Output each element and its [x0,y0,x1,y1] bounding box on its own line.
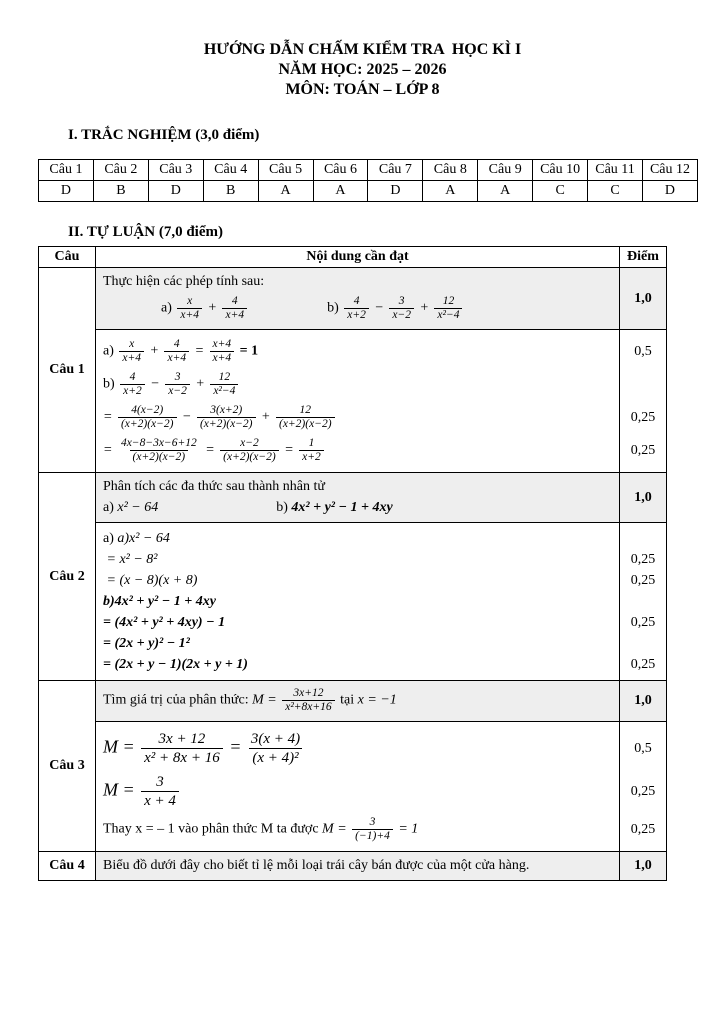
solution-point: 0,25 [630,614,656,630]
answer-cell: B [203,181,258,202]
problem-statement-row [96,268,666,330]
math-line: = $\frac{4x-8-3x-6+12}{(x+2)(x-2)}$ = $\frac{x-2}{(x+2)(x-2)}$ = $\frac{1}{x+2}$ [103,434,326,467]
problem-content [96,681,620,721]
solution-line-row [96,770,666,813]
solution-line-row [96,434,666,467]
fraction: $\frac{4(x-2)}{(x+2)(x-2)}$ [118,404,177,431]
answer-cell: B [93,181,148,202]
solution-point: 0,25 [630,551,656,567]
answer-column-header: Câu 9 [478,160,533,181]
math-line: = x² − 8² [103,552,158,567]
answer-column-header: Câu 10 [533,160,588,181]
problem-statement-row [96,473,666,523]
question-label: Câu 2 [39,473,96,680]
fraction: $\frac{3(x + 4)}{\text{(x + 4)²}}$ [250,731,301,766]
solution-point: 0,25 [630,572,656,588]
fraction: $\frac{3(x+2)}{(x+2)(x-2)}$ [197,404,256,431]
solution-line-row [96,633,666,654]
document-title [38,40,687,100]
problem-statement-row [96,681,666,722]
solution-block [96,523,666,680]
math-line: Biểu đồ dưới đây cho biết tỉ lệ mỗi loại trái cây bán được của một cửa hàng. [103,858,530,873]
fraction: $\frac{4}{x+2}$ [344,295,369,322]
math-line: = (2x + y)² − 1² [103,636,190,651]
math-line: M = $\frac{3x + 12}{\text{x² + 8x + 16}}$ = $\frac{3(x + 4)}{\text{(x + 4)²}}$ [103,727,305,770]
multiple-choice-answer-table [38,159,698,202]
solution-line-row [96,401,666,434]
answer-column-header: Câu 5 [258,160,313,181]
solution-point [620,591,666,612]
title-line-3: MÔN: TOÁN – LỚP 8 [285,81,440,98]
solution-line-row [96,528,666,549]
math-line: b) $\frac{4}{x+2}$ − $\frac{3}{x-2}$ + $\frac{12}{\text{x²−4}}$ [103,368,240,401]
answer-cell: A [423,181,478,202]
answer-cell: A [313,181,368,202]
fraction: $\frac{12}{\text{x²−4}}$ [434,295,462,322]
answer-cell: D [368,181,423,202]
question-row [39,268,666,473]
answer-value-row [39,181,698,202]
question-rows-container [39,268,666,880]
answer-column-header: Câu 1 [39,160,94,181]
fraction: $\frac{x+4}{x+4}$ [210,338,235,365]
problem-content [96,473,620,522]
fraction: $\frac{1}{x+2}$ [299,437,324,464]
question-label: Câu 3 [39,681,96,851]
solution-content [96,434,620,467]
answer-column-header: Câu 8 [423,160,478,181]
question-body [96,473,666,680]
title-line-2: NĂM HỌC: 2025 – 2026 [278,61,447,78]
solution-content [96,368,620,401]
math-line: Phân tích các đa thức sau thành nhân tử [103,479,325,494]
math-line: a) x² − 64 b) 4x² + y² − 1 + 4xy [103,500,393,515]
fraction: $\frac{12}{(x+2)(x-2)}$ [276,404,335,431]
math-line: Thay x = – 1 vào phân thức M ta được M = $\frac{3}{(-1)+4}$ = 1 [103,816,419,842]
essay-answer-table [38,246,667,881]
solution-content [96,528,620,549]
section-1-heading: I. TRẮC NGHIỆM (3,0 điểm) [68,127,260,143]
fraction: $\frac{4}{x+4}$ [164,338,189,365]
solution-line-row [96,654,666,675]
solution-line-row [96,335,666,368]
math-line: b)4x² + y² − 1 + 4xy [103,594,216,609]
solution-line-row [96,612,666,633]
solution-content [96,401,620,434]
solution-line-row [96,813,666,846]
column-header-diem: Điểm [619,247,666,267]
problem-content [96,852,620,880]
math-line: a) $\frac{x}{x+4}$ + $\frac{4}{x+4}$ = $\frac{x+4}{x+4}$ = 1 [103,338,259,364]
answer-column-header: Câu 11 [588,160,643,181]
math-line: = (2x + y − 1)(2x + y + 1) [103,657,248,672]
column-header-noidung: Nội dung cần đạt [306,249,409,264]
solution-line-row [96,549,666,570]
title-line-1: HƯỚNG DẪN CHẤM KIỂM TRA HỌC KÌ I [203,41,522,58]
fraction: $\frac{4x-8-3x-6+12}{(x+2)(x-2)}$ [120,437,197,463]
answer-cell: D [148,181,203,202]
answer-column-header: Câu 3 [148,160,203,181]
fraction: $\frac{3x + 12}{\text{x² + 8x + 16}}$ [141,730,223,767]
problem-point: 1,0 [634,693,652,708]
math-line: Thực hiện các phép tính sau: [103,274,265,289]
math-line: M = $\frac{3}{x + 4}$ [103,770,181,813]
solution-line-row [96,570,666,591]
math-line: = $\frac{4(x-2)}{(x+2)(x-2)}$ − $\frac{3(x+2)}{(x+2)(x-2)}$ + $\frac{12}{(x+2)(x-2)}$ [103,401,337,434]
question-label: Câu 1 [39,268,96,472]
solution-content [96,591,620,612]
fraction: $\frac{x}{x+4}$ [177,295,202,322]
problem-point: 1,0 [634,858,652,873]
solution-content [96,335,620,368]
fraction: $\frac{x}{x+4}$ [119,338,144,365]
answer-column-header: Câu 7 [368,160,423,181]
fraction: $\frac{3x+12}{\text{x²+8x+16}}$ [282,687,334,714]
column-header-cau: Câu [39,247,96,267]
solution-content [96,770,620,813]
solution-point [620,368,666,401]
section-2-heading: II. TỰ LUẬN (7,0 điểm) [68,224,224,240]
answer-cell: D [642,181,697,202]
math-line: a) $\frac{x}{x+4}$ + $\frac{4}{x+4}$ b) $\frac{4}{x+2}$ − $\frac{3}{x-2}$ + $\frac{12}{\text{x²−4}}$ [103,292,616,325]
fraction: $\frac{3}{x-2}$ [165,371,190,398]
solution-point: 0,25 [630,783,656,799]
question-row [39,852,666,880]
solution-content [96,612,620,633]
problem-point: 1,0 [634,290,652,306]
solution-content [96,549,620,570]
math-line: Tìm giá trị của phân thức: M = $\frac{3x+12}{\text{x²+8x+16}}$ tại x = −1 [103,687,397,713]
solution-point: 0,5 [634,343,652,359]
answer-column-header: Câu 4 [203,160,258,181]
solution-block [96,330,666,472]
answer-cell: C [588,181,643,202]
fraction: $\frac{x-2}{(x+2)(x-2)}$ [220,437,279,464]
solution-content [96,813,620,846]
solution-point [620,528,666,549]
fraction: $\frac{3}{x-2}$ [389,295,414,322]
answer-header-row [39,160,698,181]
solution-line-row [96,591,666,612]
math-line: = (x − 8)(x + 8) [103,573,198,588]
answer-cell: A [478,181,533,202]
answer-cell: D [39,181,94,202]
question-body [96,681,666,851]
question-label: Câu 4 [39,852,96,880]
fraction: $\frac{3}{(-1)+4}$ [352,816,393,843]
question-row [39,681,666,852]
solution-content [96,570,620,591]
fraction: $\frac{4}{x+4}$ [222,295,247,322]
problem-content [96,268,620,329]
solution-point: 0,5 [634,740,652,756]
solution-line-row [96,727,666,770]
fraction: $\frac{12}{\text{x²−4}}$ [210,371,238,398]
solution-point: 0,25 [630,409,656,425]
problem-statement-row [96,852,666,880]
solution-point [620,633,666,654]
solution-content [96,633,620,654]
answer-column-header: Câu 6 [313,160,368,181]
answer-cell: A [258,181,313,202]
question-row [39,473,666,681]
solution-block [96,722,666,851]
solution-point: 0,25 [630,442,656,458]
problem-point: 1,0 [634,489,652,505]
math-line: a) a)x² − 64 [103,531,170,546]
answer-column-header: Câu 2 [93,160,148,181]
fraction: $\frac{3}{x + 4}$ [141,773,179,810]
essay-table-header-row [39,247,666,268]
solution-line-row [96,368,666,401]
solution-content [96,654,620,675]
solution-point: 0,25 [630,656,656,672]
math-line: = (4x² + y² + 4xy) − 1 [103,615,226,630]
answer-column-header: Câu 12 [642,160,697,181]
solution-content [96,727,620,770]
question-body [96,268,666,472]
fraction: $\frac{4}{x+2}$ [120,371,145,398]
question-body [96,852,666,880]
answer-cell: C [533,181,588,202]
solution-point: 0,25 [630,821,656,837]
